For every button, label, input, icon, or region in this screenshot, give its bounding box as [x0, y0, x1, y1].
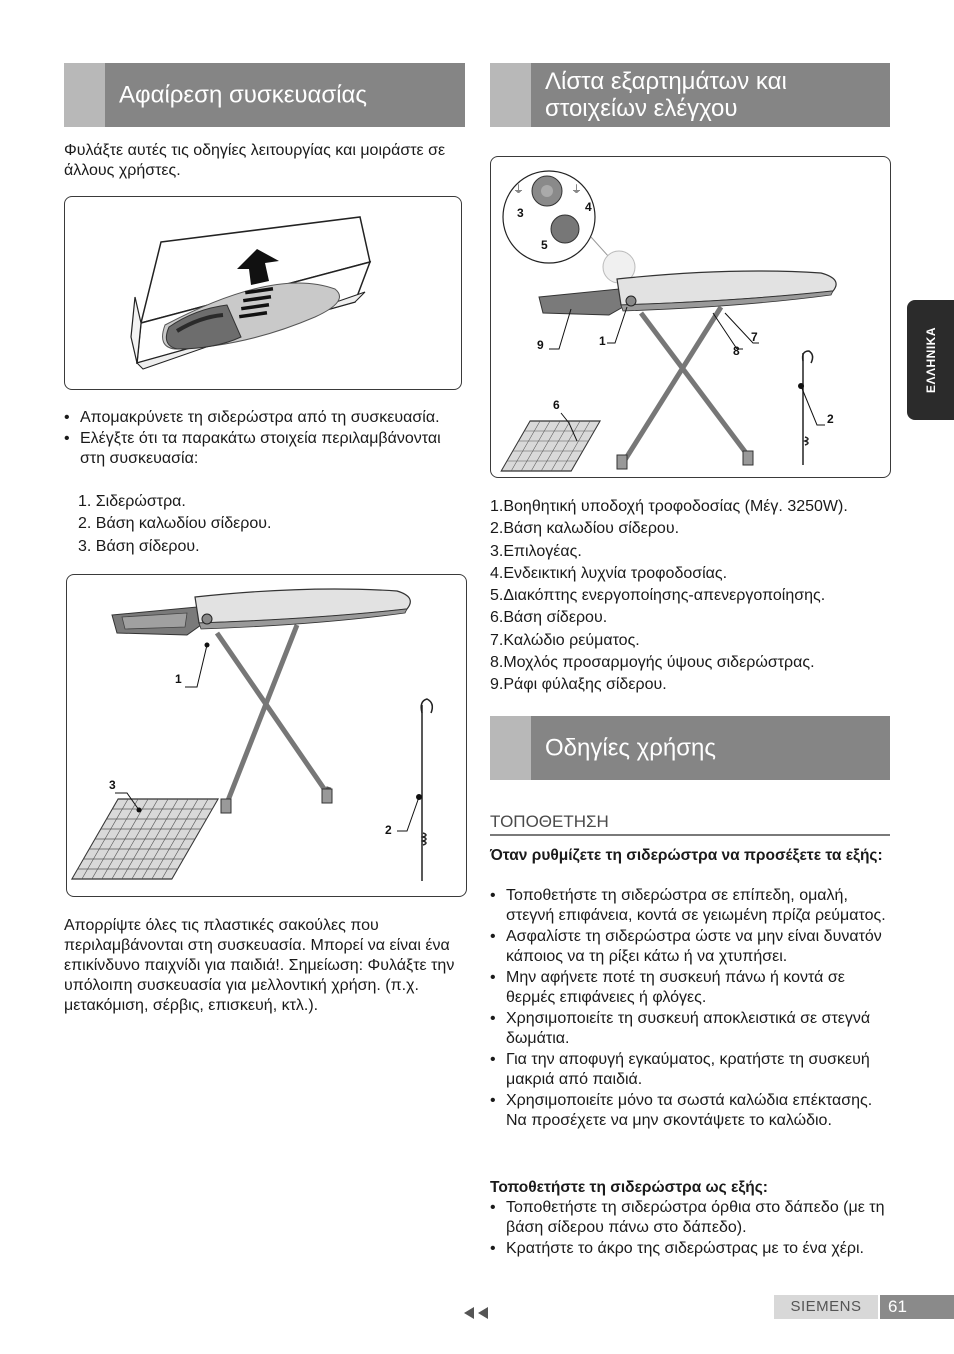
list-item: • Τοποθετήστε τη σιδερώστρα όρθια στο δάπεδο (με τη βάση σίδερου πάνω στο δάπεδο). [490, 1199, 885, 1236]
list-item: 3.Επιλογέας. [490, 542, 582, 560]
callout-label: 6 [553, 398, 560, 412]
list-item: 5.Διακόπτης ενεργοποίησης-απενεργοποίησης. [490, 587, 826, 605]
section-title: Λίστα εξαρτημάτων και στοιχείων ελέγχου [545, 68, 787, 122]
brand-label: SIEMENS [774, 1295, 878, 1319]
callout-label: 2 [385, 823, 392, 837]
callout-label: 7 [751, 330, 758, 344]
bold-heading: Όταν ρυθμίζετε τη σιδερώστρα να προσέξετε τα εξής: [490, 847, 883, 864]
callout-label: 4 [585, 200, 592, 214]
callout-label: 1 [175, 672, 182, 686]
section-header-usage [490, 716, 890, 780]
list-item: 1.Βοηθητική υποδοχή τροφοδοσίας (Μέγ. 3250W). [490, 498, 848, 515]
section-title: Οδηγίες χρήσης [545, 734, 716, 762]
list-item: • Τοποθετήστε τη σιδερώστρα σε επίπεδη, ομαλή, στεγνή επιφάνεια, κοντά σε γειωμένη πρίζα ρεύματος. [490, 887, 886, 924]
header-accent [64, 63, 105, 127]
list-item: • Μην αφήνετε ποτέ τη συσκευή πάνω ή κοντά σε θερμές επιφάνειες ή φλόγες. [490, 969, 845, 1006]
list-item: • Ασφαλίστε τη σιδερώστρα ώστε να μην είναι δυνατόν κάποιος να τη ρίξει κάτω ή να χτυπήσει. [490, 928, 882, 965]
page-number: 61 [880, 1295, 954, 1319]
callout-label: 3 [517, 206, 524, 220]
figure-box-parts [490, 156, 891, 478]
callout-label: 8 [733, 344, 740, 358]
figure-box-contents [66, 574, 467, 897]
section-header-unpack [64, 63, 465, 127]
callout-label: 9 [537, 338, 544, 352]
parts-list [490, 496, 900, 697]
list-item: 9.Ράφι φύλαξης σίδερου. [490, 676, 667, 694]
included-item: 2. Βάση καλωδίου σίδερου. [78, 515, 272, 532]
list-item: 4.Ενδεικτική λυχνία τροφοδοσίας. [490, 564, 728, 582]
section-title: Αφαίρεση συσκευασίας [119, 81, 367, 109]
callout-label: 3 [109, 778, 116, 792]
subheading-setup: ΤΟΠΟΘΕΤΗΣΗ [490, 812, 890, 836]
packaging-illustration [65, 197, 463, 391]
callout-label: 5 [541, 238, 548, 252]
section-header-parts [490, 63, 890, 127]
list-item: • Χρησιμοποιείτε μόνο τα σωστά καλώδια επέκτασης. Να προσέχετε να μην σκοντάψετε το καλώδιο. [490, 1092, 873, 1129]
language-tab: ΕΛΛΗΝΙΚΑ [907, 300, 954, 420]
setup-bullets [490, 886, 892, 1132]
figure-box-packaging [64, 196, 462, 390]
bold-heading: Τοποθετήστε τη σιδερώστρα ως εξής: [490, 1179, 768, 1196]
svg-text:⏚: ⏚ [571, 184, 582, 196]
unpack-bullets [64, 408, 464, 470]
included-item: 3. Βάση σίδερου. [78, 538, 200, 555]
list-item: • Ελέγξτε ότι τα παρακάτω στοιχεία περιλαμβάνονται στη συσκευασία: [64, 430, 441, 467]
list-item: 2.Βάση καλωδίου σίδερου. [490, 520, 680, 538]
callout-label: 2 [827, 412, 834, 426]
list-item: 6.Βάση σίδερου. [490, 609, 608, 627]
back-arrows-icon[interactable] [462, 1306, 492, 1320]
list-item: • Απομακρύνετε τη σιδερώστρα από τη συσκευασία. [64, 409, 440, 426]
callout-label: 1 [599, 334, 606, 348]
list-item: • Για την αποφυγή εγκαύματος, κρατήστε τη συσκευή μακριά από παιδιά. [490, 1051, 870, 1088]
list-item: • Χρησιμοποιείτε τη συσκευή αποκλειστικά σε στεγνά δωμάτια. [490, 1010, 871, 1047]
list-item: 7.Καλώδιο ρεύματος. [490, 631, 640, 649]
placement-bullets [490, 1198, 892, 1260]
header-accent [490, 63, 531, 127]
list-item: • Κρατήστε το άκρο της σιδερώστρας με το ένα χέρι. [490, 1240, 864, 1257]
outro-text: Απορρίψτε όλες τις πλαστικές σακούλες που περιλαμβάνονται στη συσκευασία. Μπορεί να είναι ένα επικίνδυνο παιχνίδι για παιδιά!. Σημείωση: Φυλάξτε την υπόλοιπη συσκευασία για μελλοντική χρήση. (π.χ. μετακόμιση, σέρβις, επισκευή, κτλ.). [64, 917, 455, 1014]
header-accent [490, 716, 531, 780]
parts-diagram [491, 157, 892, 479]
included-item: 1. Σιδερώστρα. [78, 493, 186, 510]
list-item: 8.Μοχλός προσαρμογής ύψους σιδερώστρας. [490, 654, 815, 672]
svg-text:⏚: ⏚ [513, 184, 524, 196]
ironing-board-illustration [67, 575, 468, 898]
intro-text: Φυλάξτε αυτές τις οδηγίες λειτουργίας και μοιράστε σε άλλους χρήστες. [64, 142, 446, 179]
